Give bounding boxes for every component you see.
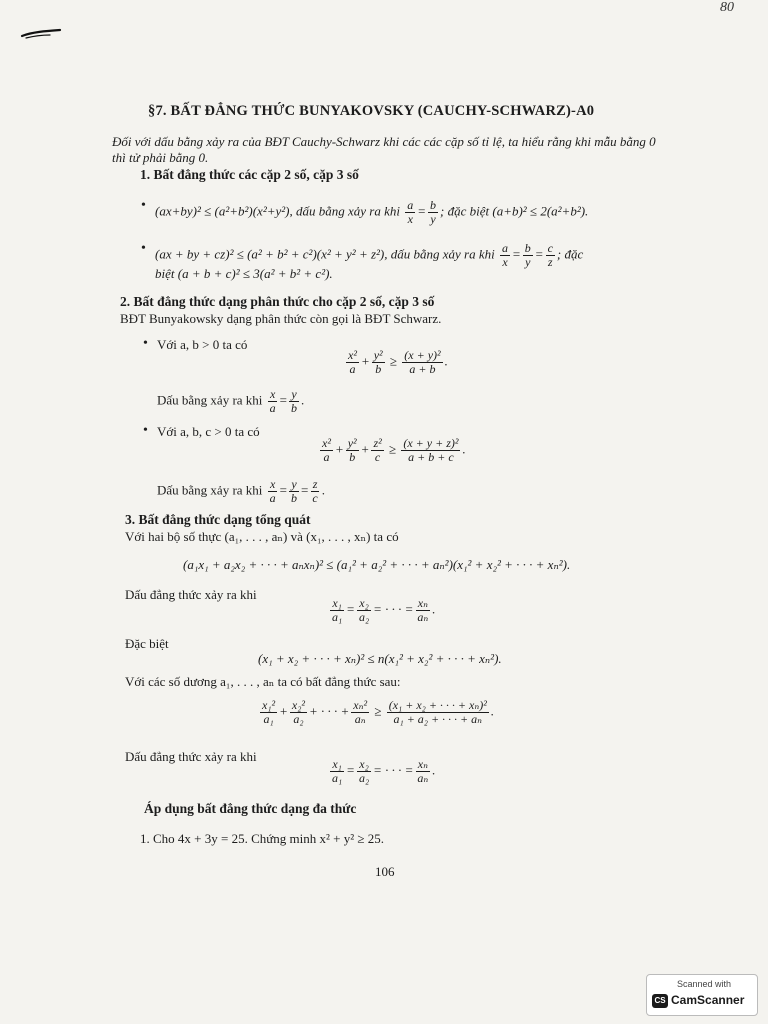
case-two-numbers: • Với a, b > 0 ta có bbox=[157, 337, 247, 353]
general-ineq: (a₁x₁ + a₂x₂ + · · · + aₙxₙ)² ≤ (a₁² + a₂² + · · · + aₙ²)(x₁² + x₂² + · · · + xₙ²). bbox=[183, 557, 571, 572]
case-three-numbers: • Với a, b, c > 0 ta có bbox=[157, 424, 260, 440]
general-equality-note: Dấu đẳng thức xảy ra khi bbox=[125, 587, 257, 602]
general-intro: Với hai bộ số thực (a₁, . . . , aₙ) và (x₁, . . . , xₙ) ta có bbox=[125, 529, 399, 544]
schwarz-ineq-2: $\frac{\text{x²}}{a}$ + $\frac{\text{y²}}{b}$ ≥ $\frac{\text{(x + y)²}}{a + b}$ . bbox=[348, 348, 448, 376]
fraction-b-over-y-2: $\frac{b}{y}$ bbox=[524, 241, 531, 269]
section-title: §7. BẤT ĐẲNG THỨC BUNYAKOVSKY (CAUCHY-SCHWARZ)-A0 bbox=[148, 103, 595, 119]
heading-3: 3. Bất đẳng thức dạng tổng quát bbox=[125, 512, 311, 527]
fraction-b-over-y: $\frac{b}{y}$ bbox=[430, 198, 437, 226]
camscanner-logo-icon: CS bbox=[652, 994, 668, 1008]
heading-2: 2. Bất đẳng thức dạng phân thức cho cặp 2 số, cặp 3 số bbox=[120, 294, 435, 309]
watermark-brand: CamScanner bbox=[671, 993, 745, 1007]
ineq-3-pairs: (ax + by + cz)² ≤ (a² + b² + c²)(x² + y² + z²), dấu bằng xảy ra khi bbox=[155, 246, 495, 262]
intro-text: Đối với dấu bằng xảy ra của BĐT Cauchy-Schwarz khi các các cặp số tỉ lệ, ta hiểu rằng khi mẫu bằng 0 thì tử phải bằng 0. bbox=[112, 134, 656, 165]
schwarz-ineq-3: $\frac{\text{x²}}{a}$ + $\frac{\text{y²}}{b}$ + $\frac{\text{z²}}{c}$ ≥ $\frac{\text{(x + y + z)²}}{a + b + c}$ . bbox=[322, 436, 466, 464]
general-equality-note-2: Dấu đẳng thức xảy ra khi bbox=[125, 749, 257, 764]
camscanner-watermark bbox=[646, 974, 758, 1016]
ineq-2-pairs: (ax+by)² ≤ (a²+b²)(x²+y²), dấu bằng xảy ra khi bbox=[155, 203, 400, 219]
general-equality-ratio: $\frac{\text{x₁}}{\text{a₁}}$ = $\frac{\text{x₂}}{\text{a₂}}$ = · · · = $\frac{\text{xₙ}}{\text{aₙ}}$ . bbox=[332, 596, 436, 624]
bullet-1: • (ax+by)² ≤ (a²+b²)(x²+y²), dấu bằng xảy ra khi $\frac{a}{x}$ = $\frac{b}{y}$ ; đặc biệt (a+b)² ≤ 2(a²+b²). bbox=[155, 199, 588, 226]
heading-1: 1. Bất đẳng thức các cặp 2 số, cặp 3 số bbox=[140, 167, 359, 182]
equality-note-2: Dấu bằng xảy ra khi $\frac{x}{a}$ = $\frac{y}{b}$ . bbox=[157, 387, 305, 415]
ineq-3-tail: ; đặc bbox=[556, 246, 584, 262]
fraction-c-over-z: $\frac{c}{z}$ bbox=[547, 241, 553, 269]
page-number: 106 bbox=[375, 864, 395, 879]
equality-note-3: Dấu bằng xảy ra khi $\frac{x}{a}$ = $\frac{y}{b}$ = $\frac{z}{c}$ . bbox=[157, 477, 325, 505]
bullet-2: • (ax + by + cz)² ≤ (a² + b² + c²)(x² + y² + z²), dấu bằng xảy ra khi $\frac{a}{x}$ = $\frac{b}{y}$ = $\frac{c}{z}$ ; đặc bbox=[155, 242, 583, 269]
watermark-caption: Scanned with bbox=[677, 979, 732, 989]
problem-1: 1. Cho 4x + 3y = 25. Chứng minh x² + y² ≥ 25. bbox=[140, 831, 385, 846]
ineq-3-special: biệt (a + b + c)² ≤ 3(a² + b² + c²). bbox=[155, 266, 333, 281]
ineq-2-special: ; đặc biệt (a+b)² ≤ 2(a²+b²). bbox=[440, 203, 589, 219]
apply-heading: Áp dụng bất đẳng thức dạng đa thức bbox=[144, 801, 357, 816]
fraction-a-over-x-2: $\frac{a}{x}$ bbox=[502, 241, 508, 269]
positive-intro: Với các số dương a₁, . . . , aₙ ta có bất đẳng thức sau: bbox=[125, 674, 401, 689]
schwarz-general-ineq: $\frac{\text{x₁²}}{\text{a₁}}$ + $\frac{\text{x₂²}}{\text{a₂}}$ + · · · + $\frac{\text{xₙ²}}{\text{aₙ}}$ ≥ $\frac{\text{(x₁ + x₂ + · · · + xₙ)²}}{\text{a₁ + a₂ + · · · + aₙ}}$ . bbox=[262, 698, 495, 726]
fraction-a-over-x: $\frac{a}{x}$ bbox=[407, 198, 414, 226]
general-equality-ratio-2: $\frac{\text{x₁}}{\text{a₁}}$ = $\frac{\text{x₂}}{\text{a₂}}$ = · · · = $\frac{\text{xₙ}}{\text{aₙ}}$ . bbox=[332, 757, 436, 785]
corner-page-note: 80 bbox=[720, 0, 734, 15]
special-ineq: (x₁ + x₂ + · · · + xₙ)² ≤ n(x₁² + x₂² + · · · + xₙ²). bbox=[258, 651, 502, 666]
heading-2-sub: BĐT Bunyakowsky dạng phân thức còn gọi là BĐT Schwarz. bbox=[120, 311, 442, 326]
pen-scribble-mark bbox=[20, 26, 62, 40]
special-label: Đặc biệt bbox=[125, 636, 169, 651]
